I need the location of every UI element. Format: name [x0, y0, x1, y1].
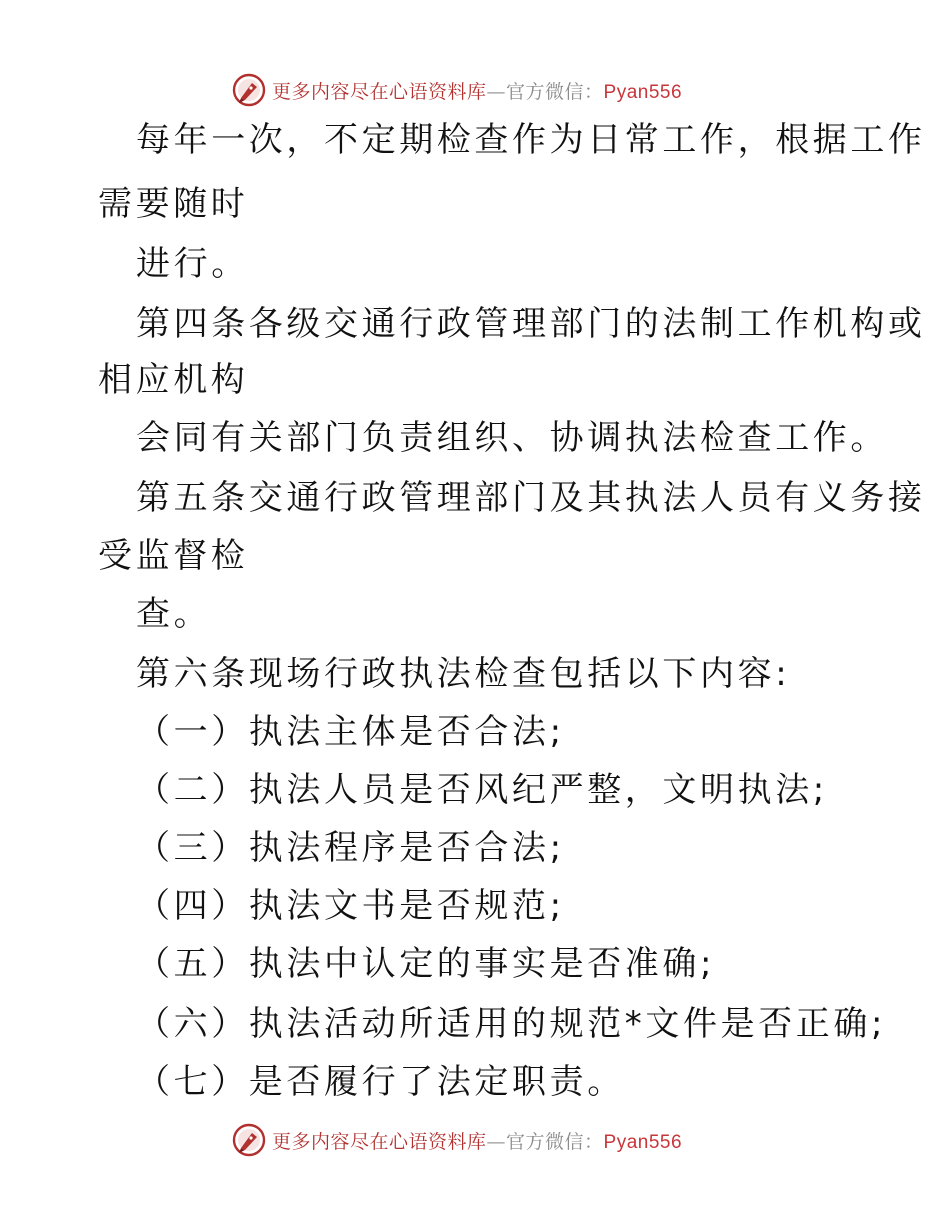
list-item: （五）执法中认定的事实是否准确;: [136, 944, 716, 984]
paragraph-line: 第四条各级交通行政管理部门的法制工作机构或: [136, 304, 926, 344]
list-item: （二）执法人员是否风纪严整，文明执法;: [136, 770, 828, 810]
list-item: （四）执法文书是否规范;: [136, 886, 565, 926]
paragraph-line: 查。: [136, 594, 212, 634]
footer-banner-text: [272, 1127, 682, 1154]
paragraph-line: 第六条现场行政执法检查包括以下内容:: [136, 654, 791, 694]
footer-banner-id: Pyan556: [603, 1131, 683, 1153]
paragraph-line: 受监督检: [98, 536, 249, 576]
header-banner-id: Pyan556: [603, 81, 683, 103]
footer-banner-official: 官方微信：: [506, 1130, 604, 1153]
header-banner-dash: —: [486, 80, 507, 103]
list-item: （六）执法活动所适用的规范*文件是否正确;: [136, 1004, 887, 1044]
header-banner-official: 官方微信：: [506, 80, 604, 103]
header-banner-title: 更多内容尽在心语资料库: [272, 80, 487, 103]
header-banner: [232, 70, 682, 110]
pen-nib-logo-icon: [232, 1123, 266, 1157]
paragraph-line: 第五条交通行政管理部门及其执法人员有义务接: [136, 478, 926, 518]
paragraph-line: 相应机构: [98, 360, 249, 400]
footer-banner-dash: —: [486, 1130, 507, 1153]
paragraph-line: 进行。: [136, 244, 249, 284]
list-item: （三）执法程序是否合法;: [136, 828, 565, 868]
footer-banner-title: 更多内容尽在心语资料库: [272, 1130, 487, 1153]
list-item: （七）是否履行了法定职责。: [136, 1062, 625, 1102]
paragraph-line: 会同有关部门负责组织、协调执法检查工作。: [136, 418, 888, 458]
list-item: （一）执法主体是否合法;: [136, 712, 565, 752]
footer-banner: [232, 1120, 682, 1160]
paragraph-line: 每年一次，不定期检查作为日常工作，根据工作: [136, 120, 926, 160]
paragraph-line: 需要随时: [98, 184, 249, 224]
header-banner-text: [272, 77, 682, 104]
pen-nib-logo-icon: [232, 73, 266, 107]
